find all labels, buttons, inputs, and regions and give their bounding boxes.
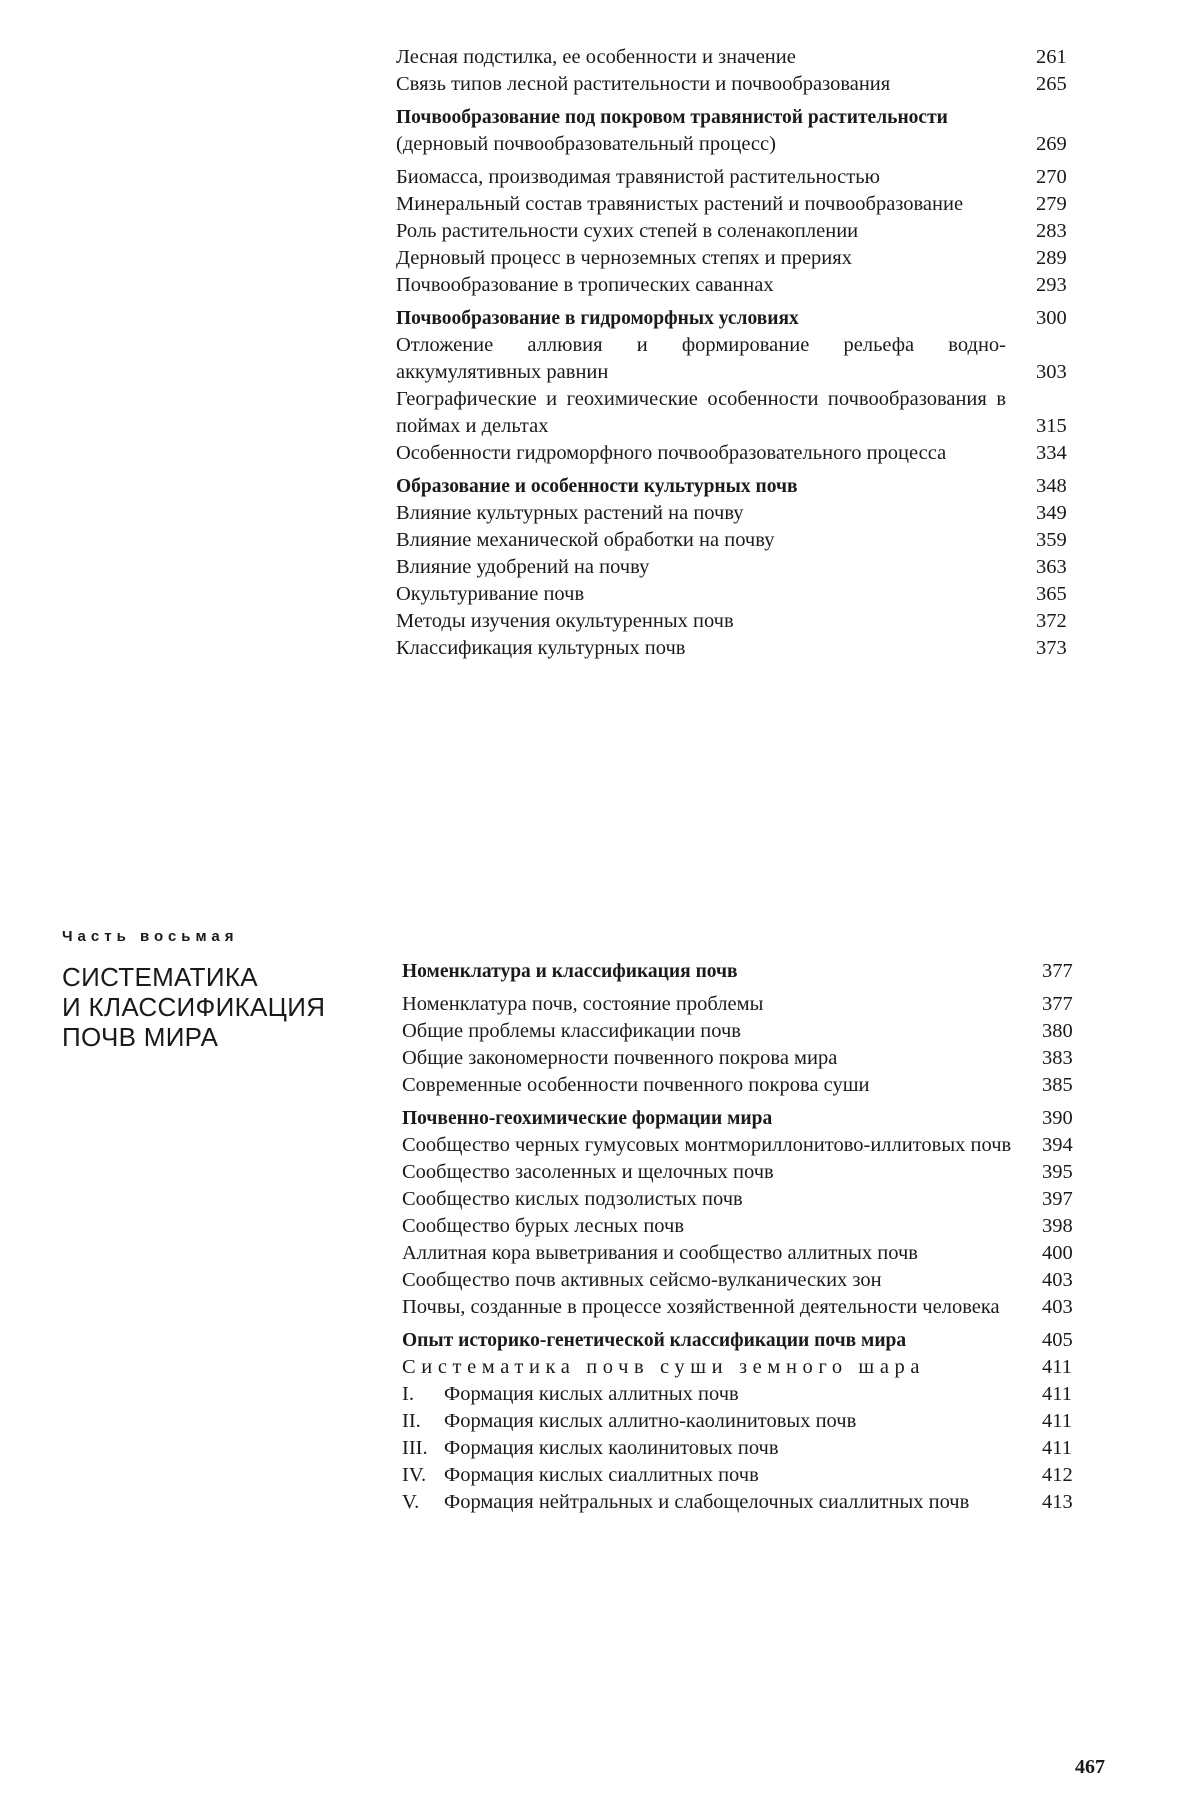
toc-entry-page: 403 [1042,1269,1073,1291]
part-title-line: ПОЧВ МИРА [62,1022,219,1052]
toc-entry [402,991,1120,1018]
part-title [62,962,362,1052]
toc-entry-title: Сообщество черных гумусовых монтмориллонитово-иллитовых почв [402,1134,1012,1156]
toc-entry-page: 405 [1042,1329,1073,1351]
toc-entry-title: Формация кислых аллитных почв [444,1383,739,1405]
toc-entry-page: 265 [1036,73,1067,95]
toc-entry-title: Отложение аллювия и формирование рельефа водно-аккумулятивных равнин [396,334,1006,383]
toc-entry-page: 270 [1036,166,1067,188]
toc-entry-title: Дерновый процесс в черноземных степях и прериях [396,247,852,269]
toc-entry [402,1462,1120,1489]
toc-entry-page: 372 [1036,610,1067,632]
toc-entry-page: 261 [1036,46,1067,68]
toc-entry [396,608,1116,635]
toc-entry-title: Формация кислых каолинитовых почв [444,1437,779,1459]
toc-entry-page: 411 [1042,1437,1072,1459]
toc-entry-title: Систематика почв суши земного шара [402,1356,926,1378]
toc-entry-page: 412 [1042,1464,1073,1486]
toc-entry-title: Минеральный состав травянистых растений и почвообразование [396,193,964,215]
toc-entry [402,1267,1120,1294]
toc-section-title: Почвообразование в гидроморфных условиях [396,308,799,329]
toc-entry [402,1381,1120,1408]
toc-section-title: Почвообразование под покровом травянистой растительности [396,107,948,128]
toc-section-title: Опыт историко-генетической классификации почв мира [402,1330,907,1351]
toc-entry-title: Сообщество почв активных сейсмо-вулканических зон [402,1269,882,1291]
toc-entry [402,1294,1120,1321]
toc-entry-page: 293 [1036,274,1067,296]
toc-entry-title: Географические и геохимические особенности почвообразования в поймах и дельтах [396,388,1006,437]
toc-entry [396,164,1116,191]
page-number: 467 [1075,1756,1105,1778]
toc-section-title: Почвенно-геохимические формации мира [402,1108,773,1129]
toc-entry-page: 269 [1036,133,1067,155]
toc-entry-title: (дерновый почвообразовательный процесс) [396,133,776,155]
toc-entry-page: 380 [1042,1020,1073,1042]
toc-entry-page: 348 [1036,475,1067,497]
toc-entry [396,272,1116,299]
toc-entry-page: 395 [1042,1161,1073,1183]
toc-entry-title: Современные особенности почвенного покрова суши [402,1074,870,1096]
toc-entry-title: Общие закономерности почвенного покрова мира [402,1047,838,1069]
toc-entry-title: Связь типов лесной растительности и почвообразования [396,73,891,95]
toc-entry-title: Почвообразование в тропических саваннах [396,274,774,296]
toc-entry-page: 400 [1042,1242,1073,1264]
toc-entry [402,1408,1120,1435]
toc-entry-page: 398 [1042,1215,1073,1237]
toc-entry-title: Особенности гидроморфного почвообразовательного процесса [396,442,947,464]
toc-entry-title: Влияние культурных растений на почву [396,502,744,524]
toc-entry-page: 289 [1036,247,1067,269]
toc-section-heading [402,1327,1120,1354]
toc-entry-title: Сообщество кислых подзолистых почв [402,1188,743,1210]
toc-entry-page: 390 [1042,1107,1073,1129]
toc-entry-page: 365 [1036,583,1067,605]
toc-entry-title: Общие проблемы классификации почв [402,1020,741,1042]
toc-entry [396,191,1116,218]
toc-entry-title: Влияние удобрений на почву [396,556,650,578]
toc-section-heading [396,473,1116,500]
toc-entry-numeral: V. [402,1491,420,1513]
toc-entry-page: 315 [1036,415,1067,437]
toc-entry [402,1045,1120,1072]
toc-entry-numeral: IV. [402,1464,427,1486]
part-title-line: И КЛАССИФИКАЦИЯ [62,992,326,1022]
toc-entry-page: 303 [1036,361,1067,383]
toc-entry-page: 300 [1036,307,1067,329]
toc-entry [402,1018,1120,1045]
toc-entry-title: Методы изучения окультуренных почв [396,610,734,632]
toc-entry-title: Сообщество засоленных и щелочных почв [402,1161,774,1183]
toc-entry-title: Номенклатура почв, состояние проблемы [402,993,764,1015]
toc-section-title: Образование и особенности культурных почв [396,476,798,497]
toc-entry-page: 394 [1042,1134,1073,1156]
toc-entry [396,71,1116,98]
toc-entry [402,1240,1120,1267]
toc-section-heading [396,104,1116,131]
toc-entry-title: Классификация культурных почв [396,637,686,659]
toc-entry-title: Формация кислых аллитно-каолинитовых почв [444,1410,857,1432]
toc-entry [396,440,1116,467]
toc-entry-title: Почвы, созданные в процессе хозяйственной деятельности человека [402,1296,1000,1318]
toc-entry [402,1132,1120,1159]
toc-entry-page: 377 [1042,993,1073,1015]
toc-entry [396,131,1116,158]
toc-entry [396,554,1116,581]
toc-entry-page: 413 [1042,1491,1073,1513]
toc-entry [402,1159,1120,1186]
toc-entry [396,332,1116,386]
toc-entry [396,581,1116,608]
toc-entry [402,1213,1120,1240]
toc-entry-title: Роль растительности сухих степей в соленакоплении [396,220,859,242]
toc-entry [396,527,1116,554]
table-of-contents-part-eight [402,958,1120,1516]
toc-section-heading [402,1105,1120,1132]
toc-entry-title: Формация нейтральных и слабощелочных сиаллитных почв [444,1491,970,1513]
toc-entry-page: 349 [1036,502,1067,524]
toc-entry-page: 279 [1036,193,1067,215]
part-title-line: СИСТЕМАТИКА [62,962,258,992]
toc-entry-title: Аллитная кора выветривания и сообщество аллитных почв [402,1242,918,1264]
toc-entry-title: Биомасса, производимая травянистой растительностью [396,166,880,188]
toc-entry-page: 403 [1042,1296,1073,1318]
table-of-contents-continued [396,44,1116,662]
toc-entry-page: 411 [1042,1410,1072,1432]
part-label: Часть восьмая [62,928,239,945]
toc-entry [396,386,1116,440]
toc-entry-page: 397 [1042,1188,1073,1210]
toc-entry-title: Лесная подстилка, ее особенности и значение [396,46,796,68]
toc-section-heading [402,958,1120,985]
toc-entry-title: Сообщество бурых лесных почв [402,1215,685,1237]
toc-entry-page: 385 [1042,1074,1073,1096]
toc-entry-page: 411 [1042,1356,1072,1378]
toc-entry-numeral: III. [402,1437,428,1459]
toc-entry [402,1072,1120,1099]
toc-entry [396,500,1116,527]
toc-entry-page: 383 [1042,1047,1073,1069]
toc-section-title: Номенклатура и классификация почв [402,961,738,982]
toc-entry-title: Формация кислых сиаллитных почв [444,1464,759,1486]
toc-entry [396,245,1116,272]
toc-entry [402,1186,1120,1213]
toc-entry [402,1489,1120,1516]
toc-entry [396,635,1116,662]
toc-entry-page: 359 [1036,529,1067,551]
toc-entry [402,1354,1120,1381]
toc-entry [396,218,1116,245]
toc-entry-page: 373 [1036,637,1067,659]
toc-entry-title: Влияние механической обработки на почву [396,529,775,551]
toc-entry-page: 377 [1042,960,1073,982]
toc-entry [396,44,1116,71]
toc-entry-title: Окультуривание почв [396,583,585,605]
toc-section-heading [396,305,1116,332]
toc-entry-page: 334 [1036,442,1067,464]
toc-entry-page: 283 [1036,220,1067,242]
toc-entry-numeral: I. [402,1383,414,1405]
toc-entry-numeral: II. [402,1410,421,1432]
toc-entry-page: 363 [1036,556,1067,578]
toc-entry [402,1435,1120,1462]
toc-entry-page: 411 [1042,1383,1072,1405]
